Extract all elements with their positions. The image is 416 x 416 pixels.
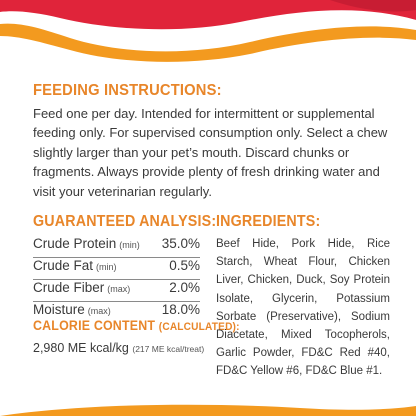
feeding-instructions-text: Feed one per day. Intended for intermittent or supplemental feeding only. For supervised consumption only. Select a chew slightly larger than your pet’s mouth. Discard chunks or fragments. Always provide plenty of fresh drinking water and visit your veterinarian regularly. [33, 106, 388, 199]
calorie-content-heading [33, 318, 240, 333]
ingredients-text: Beef Hide, Pork Hide, Rice Starch, Wheat Flour, Chicken Liver, Chicken, Duck, Soy Protein Isolate, Glycerin, Potassium Sorbate (Preservative), Sodium Diacetate, Mixed Tocopherols, Garlic Powder, FD&C Red #40, FD&C Yellow #6, FD&C Blue #1. [216, 238, 390, 378]
calorie-content-value [33, 341, 204, 355]
nutrient-value: 0.5% [169, 258, 200, 273]
nutrient-name: Crude Protein [33, 236, 117, 251]
nutrient-unit: (max) [107, 284, 131, 294]
calorie-subtitle: (CALCULATED): [158, 321, 240, 333]
nutrient-value: 18.0% [161, 302, 200, 317]
guaranteed-analysis-heading: GUARANTEED ANALYSIS: [33, 213, 217, 230]
analysis-row-crude-protein [33, 236, 200, 258]
nutrient-name: Moisture [33, 302, 85, 317]
calorie-per-treat: (217 ME kcal/treat) [132, 344, 205, 354]
ingredients-heading: INGREDIENTS: [216, 213, 321, 230]
guaranteed-analysis-table [33, 236, 200, 323]
calorie-per-kg: 2,980 ME kcal/kg [33, 341, 129, 355]
nutrient-unit: (min) [119, 240, 140, 250]
bottom-wave-decoration [0, 396, 416, 416]
analysis-row-crude-fat [33, 258, 200, 280]
top-wave-decoration [0, 0, 416, 80]
nutrient-unit: (min) [96, 262, 117, 272]
nutrient-unit: (max) [87, 306, 111, 316]
nutrient-value: 2.0% [169, 280, 200, 295]
nutrient-value: 35.0% [161, 236, 200, 251]
analysis-row-crude-fiber [33, 280, 200, 302]
calorie-title: CALORIE CONTENT [33, 318, 156, 333]
nutrient-name: Crude Fiber [33, 280, 105, 295]
nutrient-name: Crude Fat [33, 258, 94, 273]
feeding-instructions-heading: FEEDING INSTRUCTIONS: [33, 82, 222, 99]
